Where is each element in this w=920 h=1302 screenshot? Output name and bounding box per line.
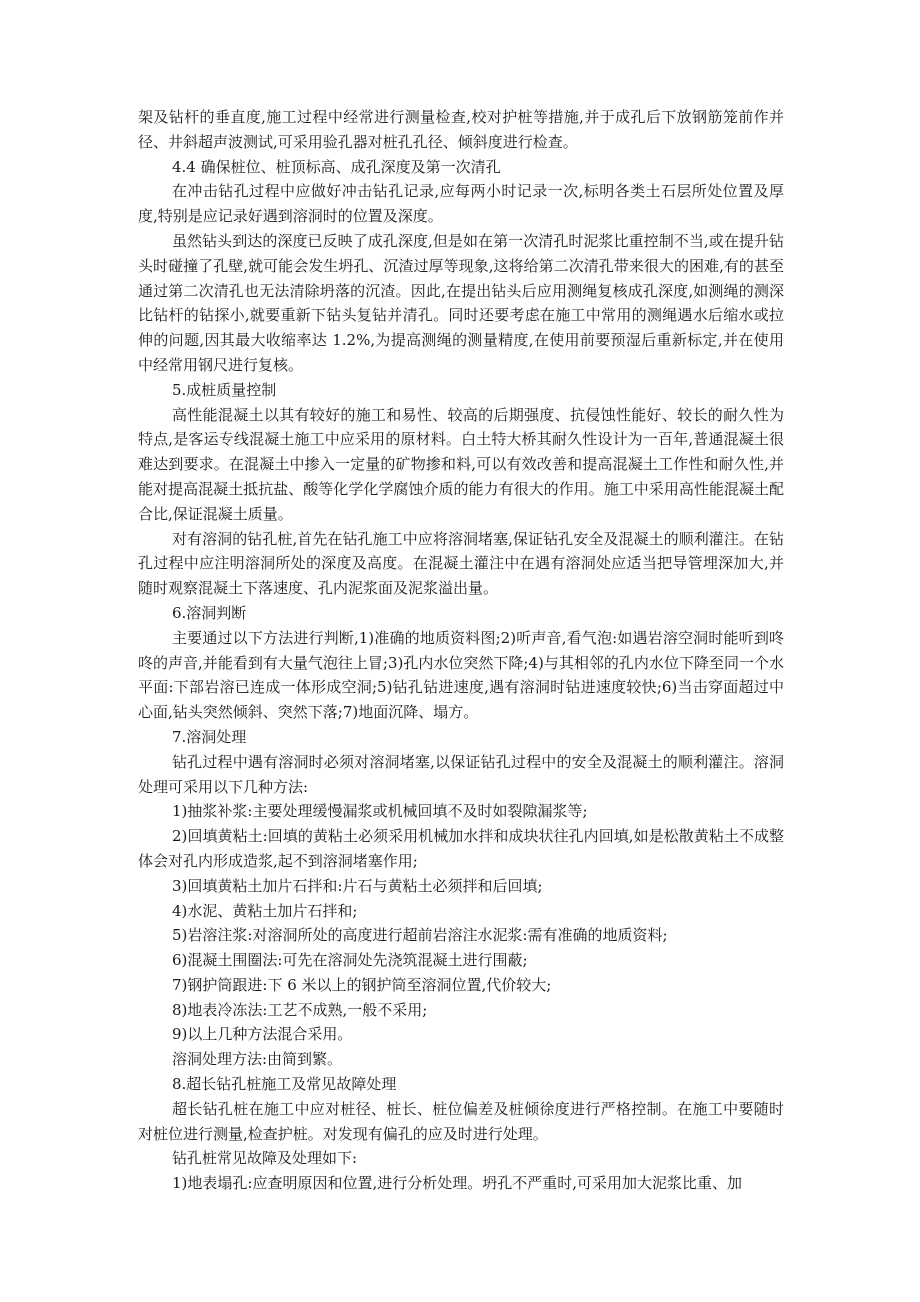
body-paragraph: 超长钻孔桩在施工中应对桩径、桩长、桩位偏差及桩倾徐度进行严格控制。在施工中要随时对桩位进行测量,检查护桩。对发现有偏孔的应及时进行处理。 <box>138 1099 784 1143</box>
body-paragraph: 9)以上几种方法混合采用。 <box>172 1025 353 1044</box>
body-paragraph: 1)地表塌孔:应查明原因和位置,进行分析处理。坍孔不严重时,可采用加大泥浆比重、加 <box>172 1174 742 1193</box>
body-paragraph: 在冲击钻孔过程中应做好冲击钻孔记录,应每两小时记录一次,标明各类土石层所处位置及厚度,特别是应记录好遇到溶洞时的位置及深度。 <box>138 182 784 226</box>
body-paragraph: 钻孔桩常见故障及处理如下: <box>172 1149 358 1168</box>
section-heading: 8.超长钻孔桩施工及常见故障处理 <box>172 1075 397 1094</box>
body-paragraph: 2)回填黄粘土:回填的黄粘土必须采用机械加水拌和成块状往孔内回填,如是松散黄粘土不成整体会对孔内形成造浆,起不到溶洞堵塞作用; <box>138 827 784 870</box>
body-paragraph: 1)抽浆补浆:主要处理缓慢漏浆或机械回填不及时如裂隙漏浆等; <box>172 802 588 821</box>
section-heading: 5.成桩质量控制 <box>172 380 277 399</box>
body-paragraph: 3)回填黄粘土加片石拌和:片石与黄粘土必须拌和后回填; <box>172 876 543 895</box>
section-heading: 7.溶洞处理 <box>172 727 247 746</box>
body-paragraph: 钻孔过程中遇有溶洞时必须对溶洞堵塞,以保证钻孔过程中的安全及混凝土的顺利灌注。溶洞处理可采用以下几种方法: <box>138 752 784 796</box>
body-paragraph: 对有溶洞的钻孔桩,首先在钻孔施工中应将溶洞堵塞,保证钻孔安全及混凝土的顺利灌注。在钻孔过程中应注明溶洞所处的深度及高度。在混凝土灌注中在遇有溶洞处应适当把导管埋深加大,并随时观察混凝土下落速度、孔内泥浆面及泥浆溢出量。 <box>138 529 784 598</box>
section-heading: 4.4 确保桩位、桩顶标高、成孔深度及第一次清孔 <box>172 157 501 176</box>
body-paragraph: 高性能混凝土以其有较好的施工和易性、较高的后期强度、抗侵蚀性能好、较长的耐久性为特点,是客运专线混凝土施工中应采用的原材料。白土特大桥其耐久性设计为一百年,普通混凝土很难达到要求。在混凝土中掺入一定量的矿物掺和料,可以有效改善和提高混凝土工作性和耐久性,并能对提高混凝土抵抗盐、酸等化学化学腐蚀介质的能力有很大的作用。施工中采用高性能混凝土配合比,保证混凝土质量。 <box>138 405 784 523</box>
body-paragraph: 6)混凝土围圈法:可先在溶洞处先浇筑混凝土进行围蔽; <box>172 951 528 970</box>
body-paragraph: 7)钢护筒跟进:下 6 米以上的钢护筒至溶洞位置,代价较大; <box>172 975 552 994</box>
body-paragraph: 8)地表冷冻法:工艺不成熟,一般不采用; <box>172 1000 428 1019</box>
body-paragraph: 溶洞处理方法:由简到繁。 <box>172 1050 343 1069</box>
body-paragraph: 4)水泥、黄粘土加片石拌和; <box>172 901 358 920</box>
document-body <box>138 105 784 1196</box>
body-paragraph: 架及钻杆的垂直度,施工过程中经常进行测量检查,校对护桩等措施,并于成孔后下放钢筋笼前作并径、井斜超声波测试,可采用验孔器对桩孔孔径、倾斜度进行检查。 <box>138 108 784 151</box>
body-paragraph: 主要通过以下方法进行判断,1)准确的地质资料图;2)听声音,看气泡:如遇岩溶空洞时能听到咚咚的声音,并能看到有大量气泡往上冒;3)孔内水位突然下降;4)与其相邻的孔内水位下降至同一个水平面:下部岩溶已连成一体形成空洞;5)钻孔钻进速度,遇有溶洞时钻进速度较快;6)当击穿面超过中心面,钻头突然倾斜、突然下落;7)地面沉降、塌方。 <box>138 628 784 722</box>
body-paragraph: 5)岩溶注浆:对溶洞所处的高度进行超前岩溶注水泥浆:需有准确的地质资料; <box>172 926 668 945</box>
body-paragraph: 虽然钻头到达的深度已反映了成孔深度,但是如在第一次清孔时泥浆比重控制不当,或在提升钻头时碰撞了孔壁,就可能会发生坍孔、沉渣过厚等现象,这将给第二次清孔带来很大的困难,有的甚至通过第二次清孔也无法清除坍落的沉渣。因此,在提出钻头后应用测绳复核成孔深度,如测绳的测深比钻杆的钻探小,就要重新下钻头复钻并清孔。同时还要考虑在施工中常用的测绳遇水后缩水或拉伸的问题,因其最大收缩率达 1.2%,为提高测绳的测量精度,在使用前要预湿后重新标定,并在使用中经常用钢尺进行复核。 <box>138 231 784 374</box>
section-heading: 6.溶洞判断 <box>172 603 247 622</box>
